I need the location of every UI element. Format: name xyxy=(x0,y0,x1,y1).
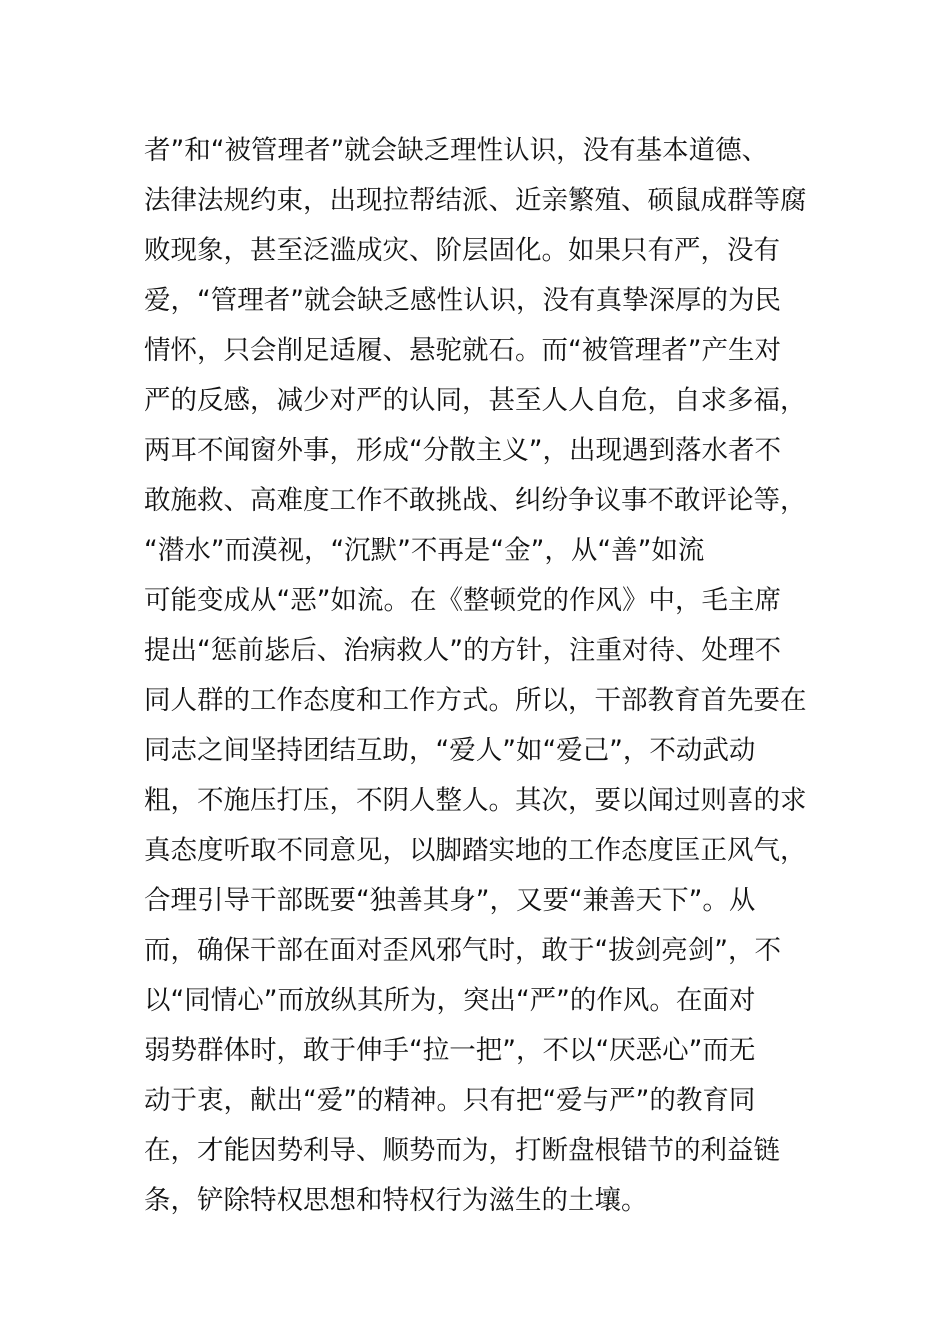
text-line: 同人群的工作态度和工作方式。所以，干部教育首先要在 xyxy=(144,685,807,716)
text-line: 以“同情心”而放纵其所为，突出“严”的作风。在面对 xyxy=(144,985,756,1016)
text-line: 法律法规约束，出现拉帮结派、近亲繁殖、硕鼠成群等腐 xyxy=(144,185,807,216)
text-line: 条，铲除特权思想和特权行为滋生的土壤。 xyxy=(144,1185,648,1216)
text-line: “潜水”而漠视，“沉默”不再是“金”，从“善”如流 xyxy=(144,535,705,566)
text-line: 真态度听取不同意见，以脚踏实地的工作态度匡正风气， xyxy=(144,835,807,866)
text-line: 两耳不闻窗外事，形成“分散主义”，出现遇到落水者不 xyxy=(144,435,781,466)
text-line: 提出“惩前毖后、治病救人”的方针，注重对待、处理不 xyxy=(144,635,781,666)
text-line: 在，才能因势利导、顺势而为，打断盘根错节的利益链 xyxy=(144,1135,780,1166)
text-line: 敢施救、高难度工作不敢挑战、纠纷争议事不敢评论等， xyxy=(144,485,807,516)
text-line: 情怀，只会削足适履、悬驼就石。而“被管理者”产生对 xyxy=(144,335,781,366)
text-line: 可能变成从“恶”如流。在《整顿党的作风》中，毛主席 xyxy=(144,585,781,616)
text-line: 同志之间坚持团结互助，“爱人”如“爱己”，不动武动 xyxy=(144,735,756,766)
text-line: 动于衷，献出“爱”的精神。只有把“爱与严”的教育同 xyxy=(144,1085,756,1116)
text-line: 败现象，甚至泛滥成灾、阶层固化。如果只有严，没有 xyxy=(144,235,780,266)
text-line: 粗，不施压打压，不阴人整人。其次，要以闻过则喜的求 xyxy=(144,785,807,816)
text-line: 爱，“管理者”就会缺乏感性认识，没有真挚深厚的为民 xyxy=(144,285,781,316)
text-line: 严的反感，减少对严的认同，甚至人人自危，自求多福， xyxy=(144,385,807,416)
text-line: 合理引导干部既要“独善其身”，又要“兼善天下”。从 xyxy=(144,885,756,916)
text-line: 者”和“被管理者”就会缺乏理性认识，没有基本道德、 xyxy=(144,135,769,166)
text-line: 而，确保干部在面对歪风邪气时，敢于“拔剑亮剑”，不 xyxy=(144,935,781,966)
body-paragraph xyxy=(144,126,824,1226)
text-line: 弱势群体时，敢于伸手“拉一把”，不以“厌恶心”而无 xyxy=(144,1035,756,1066)
